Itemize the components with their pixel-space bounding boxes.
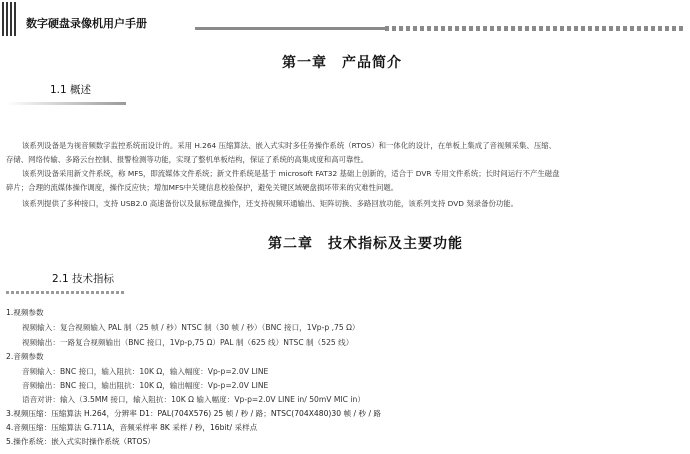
- section-2-1-heading: [52, 271, 114, 286]
- paragraph-line: 碎片；合理的流媒体操作调度，操作反应快；增加MFS中关键信息校验保护，避免关键区域硬盘损坏带来的灾难性问题。: [6, 183, 399, 192]
- spec-line: 视频输出：一路复合视频输出（BNC 接口，1Vp-p,75 Ω）PAL 制（625 线）NTSC 制（525 线）: [22, 338, 354, 347]
- section-number: 1.1: [50, 84, 67, 96]
- spec-group-heading: 1.视频参数: [6, 308, 44, 317]
- spec-line: 语音对讲：输入（3.5MM 接口，输入阻抗：10K Ω 输入幅度：Vp-p=2.0V LINE in/ 50mV MIC in）: [22, 395, 365, 404]
- section-2-1-rule: [6, 291, 124, 294]
- header-dashed-rule: [385, 26, 685, 31]
- spec-line: 音频输入：BNC 接口，输入阻抗：10K Ω，输入幅度：Vp-p=2.0V LINE: [22, 367, 269, 376]
- paragraph-line: 该系列设备是为视音频数字监控系统而设计的。采用 H.264 压缩算法、嵌入式实时多任务操作系统（RTOS）和一体化的设计，在单板上集成了音视频采集、压缩、: [22, 141, 556, 150]
- paragraph-line: 存储、网络传输、多路云台控制、报警检测等功能，实现了整机单板结构，保证了系统的高集成度和高可靠性。: [6, 155, 369, 164]
- section-title: 技术指标: [72, 273, 115, 285]
- section-number: 2.1: [52, 273, 69, 285]
- header-rule: [195, 27, 385, 30]
- manual-title: 数字硬盘录像机用户手册: [26, 17, 147, 30]
- header-bars-decoration: [2, 2, 22, 36]
- paragraph-line: 该系列设备采用新文件系统，称 MFS，即流媒体文件系统；新文件系统是基于 microsoft FAT32 基础上创新的，适合于 DVR 专用文件系统；长时间运行不产生磁盘: [22, 169, 560, 178]
- spec-line: 3.视频压缩：压缩算法 H.264，分辨率 D1：PAL(704X576) 25 帧 / 秒 / 路；NTSC(704X480)30 帧 / 秒 / 路: [6, 409, 382, 418]
- section-title: 概述: [70, 84, 92, 96]
- spec-line: 4.音频压缩：压缩算法 G.711A，音频采样率 8K 采样 / 秒，16bit/ 采样点: [6, 423, 258, 432]
- spec-line: 视频输入：复合视频输入 PAL 制（25 帧 / 秒）NTSC 制（30 帧 / 秒）（BNC 接口，1Vp-p ,75 Ω）: [22, 323, 360, 332]
- spec-group-heading: 2.音频参数: [6, 352, 44, 361]
- spec-line: 音频输出：BNC 接口，输出阻抗：10K Ω，输出幅度：Vp-p=2.0V LINE: [22, 381, 269, 390]
- spec-line: 5.操作系统：嵌入式实时操作系统（RTOS）: [6, 437, 155, 446]
- chapter-1-title: 第一章 产品简介: [282, 55, 402, 71]
- section-1-1-rule: [6, 102, 126, 105]
- chapter-2-title: 第二章 技术指标及主要功能: [268, 236, 463, 252]
- paragraph-line: 该系列提供了多种接口，支持 USB2.0 高速备份以及鼠标键盘操作，还支持视频环通输出、矩阵切换、多路回放功能，该系列支持 DVD 刻录备份功能。: [22, 199, 519, 208]
- section-1-1-heading: [50, 82, 91, 97]
